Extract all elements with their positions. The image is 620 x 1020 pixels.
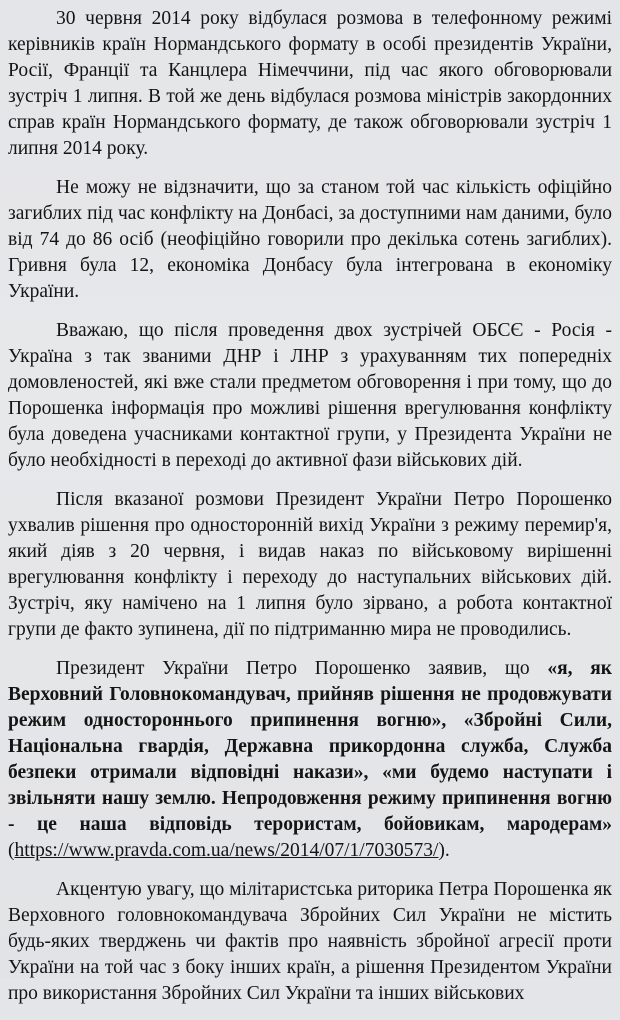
- statement-intro: Президент України Петро Порошенко заявив, що: [56, 658, 548, 679]
- link-open-paren: (: [8, 840, 15, 861]
- paragraph-militarist-rhetoric: Акцентую увагу, що мілітаристська риторика Петра Порошенка як Верховного головнокомандувача Збройних Сил України не містить будь-яких тверджень чи фактів про наявність збройної агресії проти України на той час з боку інших країн, а рішення Президентом України про використання Збройних Сил України та інших військових: [8, 879, 612, 1004]
- paragraph-casualties: Не можу не відзначити, що за станом той час кількість офіційно загиблих під час конфлікту на Донбасі, за доступними нам даними, було від 74 до 86 осіб (неофіційно говорили про декілька сотень загиблих). Гривня була 12, економіка Донбасу була інтегрована в економіку України.: [8, 177, 612, 302]
- paragraph-ceasefire-exit: Після вказаної розмови Президент України Петро Порошенко ухвалив рішення про односторонній вихід України з режиму перемир'я, який діяв з 20 червня, і видав наказ по військовому вирішенні врегулювання конфлікту і переходу до наступальних військових дій. Зустріч, яку намічено на 1 липня було зірвано, а робота контактної групи де факто зупинена, дії по підтриманню мира не проводились.: [8, 489, 612, 640]
- paragraph-normandy-talks: 30 червня 2014 року відбулася розмова в телефонному режимі керівників країн Нормандського формату в особі президентів України, Росії, Франції та Канцлера Німеччини, під час якого обговорювали зустріч 1 липня. В той же день відбулася розмова міністрів закордонних справ країн Нормандського формату, де також обговорювали зустріч 1 липня 2014 року.: [8, 8, 612, 159]
- document-body: [8, 6, 612, 1020]
- source-link[interactable]: https://www.pravda.com.ua/news/2014/07/1/7030573/: [14, 840, 439, 861]
- paragraph-president-statement: [8, 656, 612, 864]
- statement-quote: «я, як Верховний Головнокомандувач, прийняв рішення не продовжувати режим одностороннього припинення вогню», «Збройні Сили, Національна гвардія, Державна прикордонна служба, Служба безпеки отримали відповідні накази», «ми будемо наступати і звільняти нашу землю. Непродовження режиму припинення вогню - це наша відповідь терористам, бойовикам, мародерам»: [8, 658, 612, 835]
- link-close-paren: ).: [438, 840, 450, 861]
- paragraph-osce-meetings: Вважаю, що після проведення двох зустрічей ОБСЄ - Росія - Україна з так званими ДНР і ЛНР з урахуванням тих попередніх домовленостей, які вже стали предметом обговорення і при тому, що до Порошенка інформація про можливі рішення врегулювання конфлікту була доведена учасниками контактної групи, у Президента України не було необхідності в переході до активної фази військових дій.: [8, 320, 612, 471]
